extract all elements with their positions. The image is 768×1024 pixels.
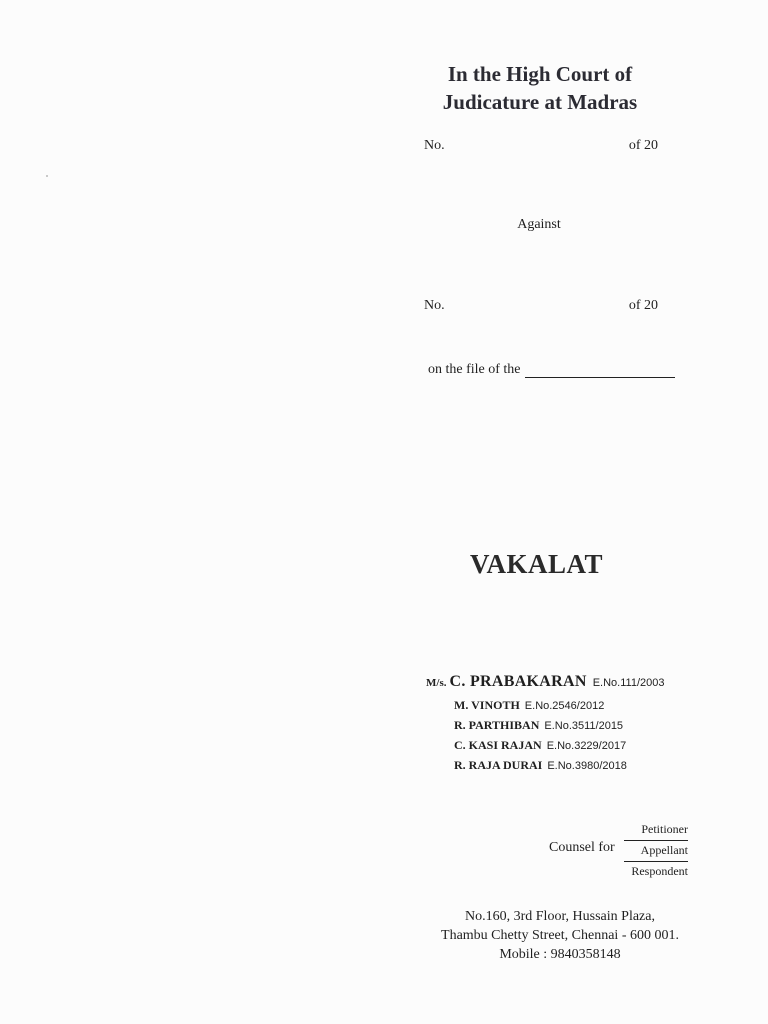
counsel-enrollment: E.No.3511/2015: [544, 720, 624, 732]
party-respondent: Respondent: [624, 861, 688, 882]
counsel-enrollment: E.No.2546/2012: [524, 700, 605, 712]
list-item: [454, 758, 627, 778]
document-title: VAKALAT: [470, 549, 604, 579]
case-number-row-2: [424, 298, 658, 314]
address-line-1: No.160, 3rd Floor, Hussain Plaza,: [465, 909, 655, 924]
against-label: Against: [517, 217, 561, 232]
on-file-blank: [525, 365, 675, 378]
counsel-name: M. VINOTH: [454, 698, 520, 712]
case-no-label: No.: [424, 138, 445, 153]
party-appellant: Appellant: [624, 840, 688, 861]
party-options: [622, 820, 688, 882]
party-petitioner: Petitioner: [641, 822, 688, 836]
list-item: [454, 698, 627, 718]
lead-counsel: [426, 673, 664, 691]
case-number-row-1: [424, 138, 658, 154]
court-heading: [380, 60, 700, 116]
counsel-enrollment: E.No.3229/2017: [546, 740, 627, 752]
case-no-label: No.: [424, 298, 445, 313]
scan-speck: [46, 175, 48, 177]
office-address: [420, 907, 700, 964]
list-item: [454, 718, 627, 738]
list-item: [454, 738, 627, 758]
lead-counsel-name: C. PRABAKARAN: [449, 673, 587, 690]
court-heading-line-2: Judicature at Madras: [442, 90, 638, 114]
case-year-label: of 20: [628, 138, 658, 153]
address-mobile: Mobile : 9840358148: [499, 947, 621, 962]
counsel-name: C. KASI RAJAN: [454, 738, 542, 752]
counsel-enrollment: E.No.3980/2018: [547, 760, 627, 772]
on-file-label: on the file of the: [428, 362, 521, 377]
counsel-list: [454, 698, 627, 778]
lead-counsel-enrollment: E.No.111/2003: [592, 677, 665, 689]
on-file-line: [428, 362, 675, 378]
court-heading-line-1: In the High Court of: [447, 62, 633, 86]
counsel-name: R. RAJA DURAI: [454, 758, 543, 772]
lead-counsel-prefix: M/s.: [426, 677, 447, 689]
case-year-label: of 20: [628, 298, 658, 313]
counsel-for-label: Counsel for: [549, 840, 615, 855]
counsel-name: R. PARTHIBAN: [454, 718, 540, 732]
address-line-2: Thambu Chetty Street, Chennai - 600 001.: [441, 928, 679, 943]
